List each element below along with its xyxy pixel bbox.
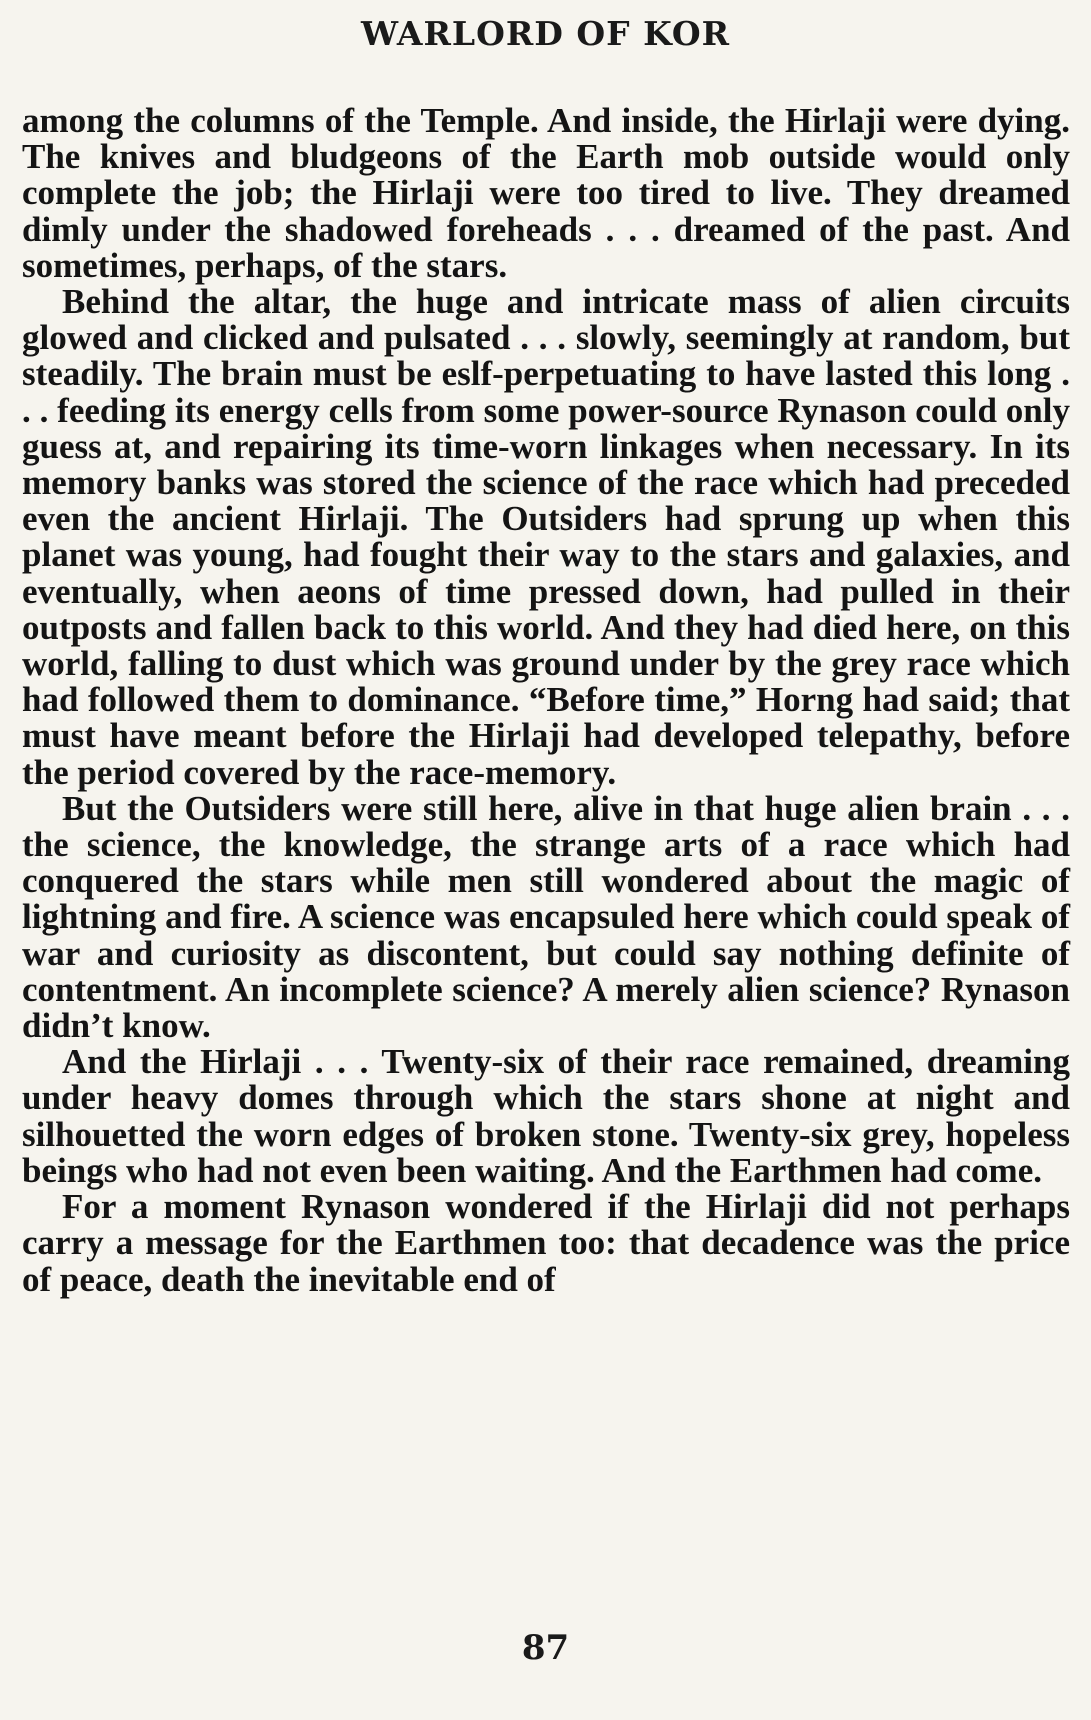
paragraph: Behind the altar, the huge and intricate mass of alien circuits glowed and clicked and pulsated . . . slowly, seemingly at random, but steadily. The brain must be eslf-perpetuating to have lasted this long . . . feeding its energy cells from some power-source Rynason could only guess at, and repairing its time-worn linkages when necessary. In its memory banks was stored the science of the race which had preceded even the ancient Hirlaji. The Outsiders had sprung up when this planet was young, had fought their way to the stars and galaxies, and eventually, when aeons of time pressed down, had pulled in their outposts and fallen back to this world. And they had died here, on this world, falling to dust which was ground under by the grey race which had followed them to dominance. “Before time,” Horng had said; that must have meant before the Hirlaji had developed telepathy, before the period covered by the race-memory.	[22, 282, 1070, 792]
running-title: WARLORD OF KOR	[360, 14, 731, 53]
page-number: 87	[521, 1628, 570, 1668]
body-text	[22, 103, 1070, 1298]
paragraph-last: For a moment Rynason wondered if the Hirlaji did not perhaps carry a message for the Earthmen too: that decadence was the price of peace, death the inevitable end of	[22, 1187, 1070, 1299]
paragraph: among the columns of the Temple. And inside, the Hirlaji were dying. The knives and bludgeons of the Earth mob outside would only complete the job; the Hirlaji were too tired to live. They dreamed dimly under the shadowed foreheads . . . dreamed of the past. And sometimes, perhaps, of the stars.	[22, 101, 1070, 285]
paragraph: But the Outsiders were still here, alive in that huge alien brain . . . the science, the knowledge, the strange arts of a race which had conquered the stars while men still wondered about the magic of lightning and fire. A science was encapsuled here which could speak of war and curiosity as discontent, but could say nothing definite of contentment. An incomplete science? A merely alien science? Rynason didn’t know.	[22, 788, 1070, 1046]
paragraph: And the Hirlaji . . . Twenty-six of their race remained, dreaming under heavy domes through which the stars shone at night and silhouetted the worn edges of broken stone. Twenty-six grey, hopeless beings who had not even been waiting. And the Earthmen had come.	[22, 1042, 1070, 1190]
